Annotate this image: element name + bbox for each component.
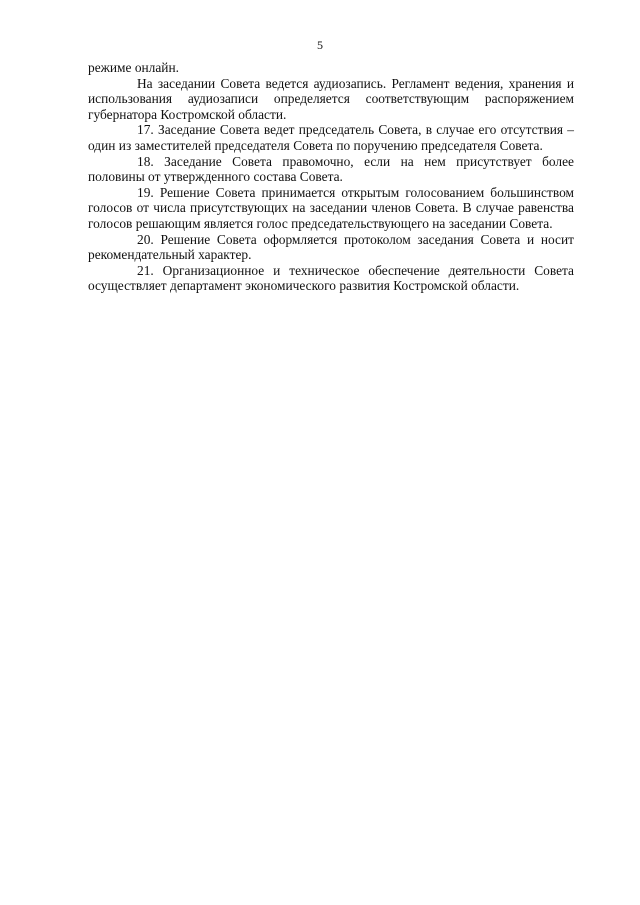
paragraph-21: 21. Организационное и техническое обеспечение деятельности Совета осуществляет департамент экономического развития Костромской области.	[88, 262, 574, 294]
paragraph-17: 17. Заседание Совета ведет председатель Совета, в случае его отсутствия – один из заместителей председателя Совета по поручению председателя Совета.	[88, 122, 574, 153]
paragraph-audio-recording: На заседании Совета ведется аудиозапись. Регламент ведения, хранения и использования аудиозаписи определяется соответствующим распоряжением губернатора Костромской области.	[88, 75, 574, 122]
paragraph-18: 18. Заседание Совета правомочно, если на нем присутствует более половины от утвержденного состава Совета.	[88, 153, 574, 185]
paragraph-19: 19. Решение Совета принимается открытым голосованием большинством голосов от числа присутствующих на заседании членов Совета. В случае равенства голосов решающим является голос председательствующего на заседании Совета.	[88, 184, 574, 231]
document-body	[88, 60, 574, 294]
paragraph-continuation: режиме онлайн.	[88, 60, 179, 75]
paragraph-20: 20. Решение Совета оформляется протоколом заседания Совета и носит рекомендательный характер.	[88, 231, 574, 263]
page-number: 5	[317, 38, 323, 52]
